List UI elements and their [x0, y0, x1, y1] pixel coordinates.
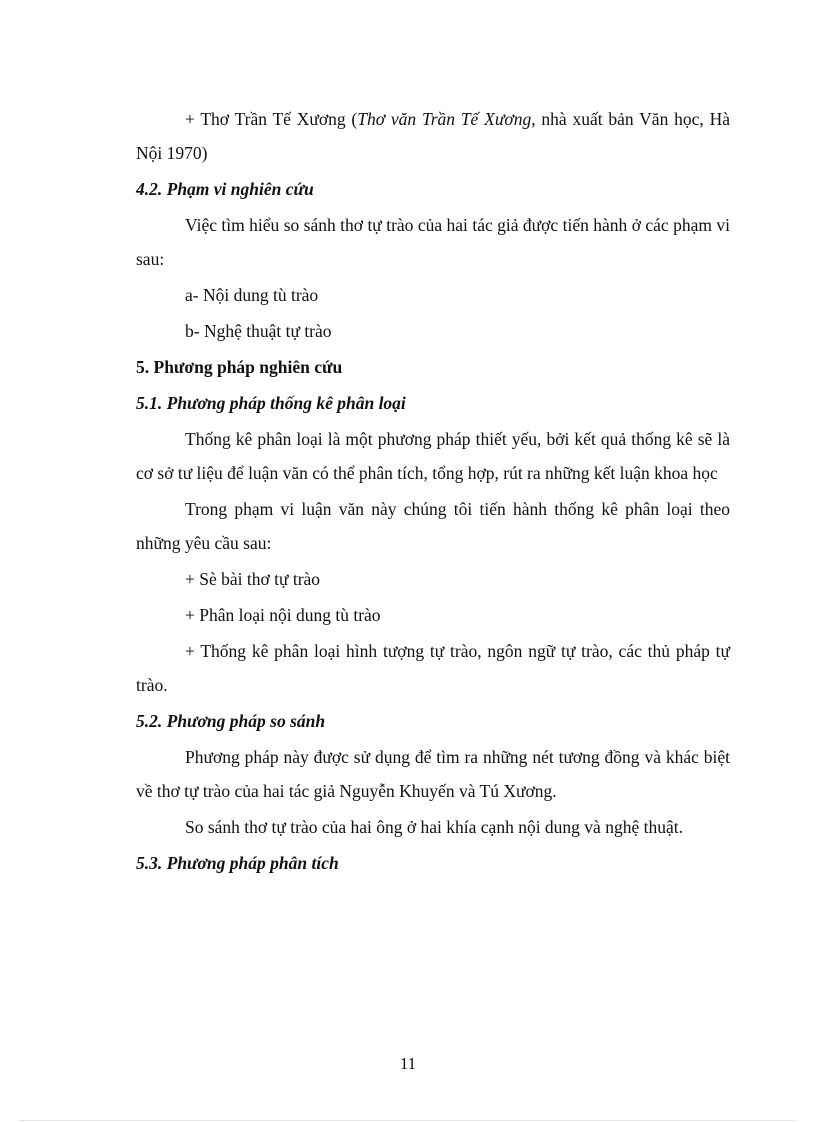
requirement-item-3: + Thống kê phân loại hình tượng tự trào, ngôn ngữ tự trào, các thủ pháp tự trào.: [136, 641, 730, 695]
scope-item-a: a- Nội dung tù trào: [185, 285, 319, 305]
paragraph-comparison-aspects: So sánh thơ tự trào của hai ông ở hai khía cạnh nội dung và nghệ thuật.: [185, 817, 683, 837]
page-bottom-divider: [20, 1120, 796, 1121]
paragraph-comparison: Phương pháp này được sử dụng để tìm ra những nét tương đồng và khác biệt về thơ tự trào của hai tác giả Nguyễn Khuyến và Tú Xương.: [136, 747, 730, 801]
paragraph-statistics: Thống kê phân loại là một phương pháp thiết yếu, bởi kết quả thống kê sẽ là cơ sở tư liệu để luận văn có thể phân tích, tổng hợp, rút ra những kết luận khoa học: [136, 429, 730, 483]
requirement-item-2: + Phân loại nội dung tù trào: [185, 605, 381, 625]
heading-4-2: 4.2. Phạm vi nghiên cứu: [136, 179, 314, 199]
book-title: Thơ văn Trần Tế Xương: [357, 109, 532, 129]
heading-5: 5. Phương pháp nghiên cứu: [136, 357, 343, 377]
heading-5-3: 5.3. Phương pháp phân tích: [136, 853, 339, 873]
requirement-item-1: + Sè bài thơ tự trào: [185, 569, 321, 589]
heading-5-2: 5.2. Phương pháp so sánh: [136, 711, 326, 731]
heading-5-1: 5.1. Phương pháp thống kê phân loại: [136, 393, 406, 413]
paragraph-scope: Việc tìm hiểu so sánh thơ tự trào của hai tác giả được tiến hành ở các phạm vi sau:: [136, 215, 730, 269]
source-item-tran-te-xuong: + Thơ Trần Tế Xương (Thơ văn Trần Tế Xương, nhà xuất bản Văn học, Hà Nội 1970): [136, 109, 730, 163]
paragraph-requirements: Trong phạm vi luận văn này chúng tôi tiến hành thống kê phân loại theo những yêu cầu sau:: [136, 499, 730, 553]
page-body: [136, 102, 730, 882]
page-number: 11: [399, 1054, 417, 1073]
scope-item-b: b- Nghệ thuật tự trào: [185, 321, 332, 341]
